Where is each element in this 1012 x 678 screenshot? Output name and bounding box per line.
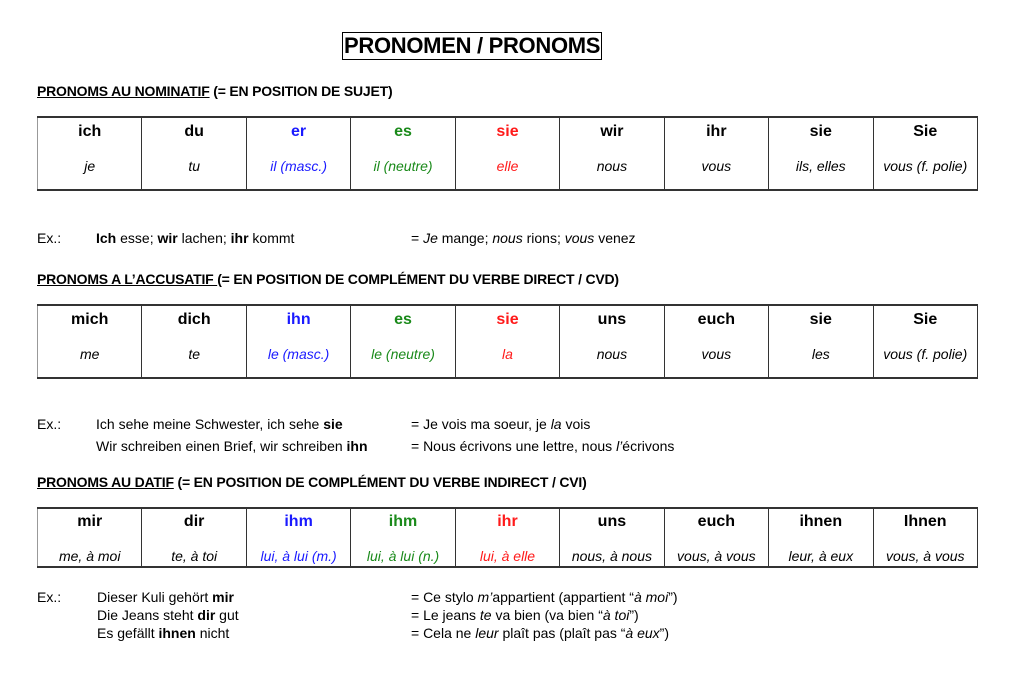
text-run: = Le jeans xyxy=(411,607,480,623)
text-run: mir xyxy=(212,589,234,605)
french-translation: lui, à lui (n.) xyxy=(366,548,440,564)
french-translation: le (neutre) xyxy=(371,346,435,362)
text-run: vous xyxy=(564,230,595,246)
pronoun-cell xyxy=(246,117,350,190)
text-run: = Nous écrivons une lettre, nous xyxy=(411,438,617,454)
example-french xyxy=(411,624,669,642)
text-run: Je xyxy=(423,230,438,246)
text-run: à toi xyxy=(602,607,630,623)
text-run: = xyxy=(411,230,424,246)
german-pronoun: ihr xyxy=(706,123,727,140)
example-german xyxy=(96,415,343,433)
text-run: esse; xyxy=(116,230,158,246)
heading-underlined: PRONOMS AU NOMINATIF xyxy=(37,83,210,99)
french-translation: nous xyxy=(596,346,628,362)
text-run: ”) xyxy=(659,625,669,641)
pronoun-cell xyxy=(455,117,559,190)
german-pronoun: wir xyxy=(600,123,624,140)
pronoun-cell xyxy=(769,305,873,378)
pronoun-cell xyxy=(351,117,455,190)
text-run: gut xyxy=(215,607,239,623)
heading-underlined: PRONOMS AU DATIF xyxy=(37,474,174,490)
heading-rest: (= EN POSITION DE SUJET) xyxy=(209,83,393,99)
german-pronoun: mir xyxy=(77,513,103,530)
french-translation: te xyxy=(188,346,200,362)
section-heading-accusatif xyxy=(37,271,619,287)
french-translation: nous xyxy=(596,158,628,174)
german-pronoun: dir xyxy=(183,513,205,530)
table-row xyxy=(38,508,978,567)
example-german xyxy=(97,588,234,606)
text-run: m’ xyxy=(477,589,493,605)
french-translation: tu xyxy=(188,158,200,174)
german-pronoun: ihr xyxy=(497,513,518,530)
text-run: ”) xyxy=(629,607,639,623)
text-run: ihn xyxy=(346,438,368,454)
text-run: leur xyxy=(475,625,499,641)
german-pronoun: du xyxy=(184,123,204,140)
page-title: PRONOMEN / PRONOMS xyxy=(344,33,601,58)
example-german xyxy=(97,624,229,642)
french-translation: la xyxy=(502,346,513,362)
french-translation: vous (f. polie) xyxy=(883,158,968,174)
example-german xyxy=(96,437,368,455)
pronoun-cell xyxy=(38,508,142,567)
german-pronoun: Ihnen xyxy=(903,513,947,530)
pronoun-cell xyxy=(664,305,768,378)
french-translation: il (neutre) xyxy=(373,158,433,174)
table-row xyxy=(38,305,978,378)
pronoun-cell xyxy=(560,305,664,378)
text-run: ”) xyxy=(668,589,678,605)
text-run: mange; xyxy=(437,230,493,246)
pronoun-cell xyxy=(455,305,559,378)
pronoun-cell xyxy=(560,117,664,190)
text-run: lachen; xyxy=(177,230,231,246)
german-pronoun: ihn xyxy=(286,311,311,328)
german-pronoun: sie xyxy=(809,311,832,328)
text-run: Wir schreiben einen Brief, wir schreiben xyxy=(96,438,347,454)
heading-rest: (= EN POSITION DE COMPLÉMENT DU VERBE DIRECT / CVD) xyxy=(217,271,619,287)
example-french xyxy=(411,606,639,624)
pronoun-cell xyxy=(873,305,978,378)
french-translation: lui, à elle xyxy=(479,548,536,564)
text-run: te xyxy=(479,607,492,623)
german-pronoun: Sie xyxy=(913,123,938,140)
pronoun-cell xyxy=(246,305,350,378)
example-french xyxy=(411,415,590,433)
text-run: sie xyxy=(323,416,343,432)
german-pronoun: ihnen xyxy=(799,513,843,530)
text-run: nicht xyxy=(195,625,230,641)
pronoun-cell xyxy=(38,305,142,378)
text-run: Ich xyxy=(96,230,117,246)
french-translation: lui, à lui (m.) xyxy=(260,548,337,564)
german-pronoun: es xyxy=(394,311,412,328)
text-run: à eux xyxy=(625,625,660,641)
text-run: à moi xyxy=(633,589,669,605)
french-translation: vous, à vous xyxy=(677,548,756,564)
german-pronoun: euch xyxy=(697,311,736,328)
pronoun-cell xyxy=(351,305,455,378)
section-heading-datif xyxy=(37,474,587,490)
german-pronoun: dich xyxy=(177,311,211,328)
example-label: Ex.: xyxy=(37,589,62,605)
datif-table xyxy=(37,507,978,568)
french-translation: je xyxy=(84,158,96,174)
pronoun-cell xyxy=(246,508,350,567)
text-run: ihr xyxy=(230,230,249,246)
text-run: = Je vois ma soeur, je xyxy=(411,416,551,432)
text-run: kommt xyxy=(248,230,295,246)
german-pronoun: sie xyxy=(496,123,519,140)
german-pronoun: er xyxy=(291,123,307,140)
pronoun-cell xyxy=(873,508,978,567)
example-french xyxy=(411,229,636,247)
text-run: l’ xyxy=(616,438,623,454)
example-french xyxy=(411,588,678,606)
text-run: Die Jeans steht xyxy=(97,607,198,623)
text-run: va bien (va bien “ xyxy=(491,607,603,623)
german-pronoun: sie xyxy=(809,123,832,140)
german-pronoun: Sie xyxy=(913,311,938,328)
pronoun-cell xyxy=(664,508,768,567)
french-translation: ils, elles xyxy=(795,158,846,174)
example-label: Ex.: xyxy=(37,416,62,432)
german-pronoun: uns xyxy=(597,513,627,530)
section-heading-nominatif xyxy=(37,83,392,99)
german-pronoun: ihm xyxy=(388,513,418,530)
pronoun-cell xyxy=(142,117,246,190)
nominatif-table xyxy=(37,116,978,191)
pronoun-cell xyxy=(664,117,768,190)
pronoun-cell xyxy=(769,508,873,567)
german-pronoun: uns xyxy=(597,311,627,328)
text-run: plaît pas (plaît pas “ xyxy=(498,625,626,641)
heading-underlined: PRONOMS A L’ACCUSATIF xyxy=(37,271,218,287)
text-run: wir xyxy=(157,230,178,246)
french-translation: leur, à eux xyxy=(788,548,854,564)
german-pronoun: ich xyxy=(78,123,102,140)
german-pronoun: mich xyxy=(71,311,109,328)
text-run: Es gefällt xyxy=(97,625,159,641)
french-translation: vous xyxy=(701,346,732,362)
example-french xyxy=(411,437,674,455)
german-pronoun: sie xyxy=(496,311,519,328)
french-translation: vous, à vous xyxy=(885,548,965,564)
table-row xyxy=(38,117,978,190)
french-translation: elle xyxy=(496,158,519,174)
example-german xyxy=(97,606,239,624)
french-translation: le (masc.) xyxy=(267,346,330,362)
example-label: Ex.: xyxy=(37,230,62,246)
german-pronoun: euch xyxy=(697,513,736,530)
french-translation: vous xyxy=(701,158,732,174)
pronoun-cell xyxy=(142,305,246,378)
pronoun-cell xyxy=(351,508,455,567)
pronoun-cell xyxy=(769,117,873,190)
french-translation: il (masc.) xyxy=(270,158,327,174)
text-run: venez xyxy=(594,230,636,246)
example-german xyxy=(96,229,294,247)
text-run: écrivons xyxy=(622,438,675,454)
text-run: = Ce stylo xyxy=(411,589,478,605)
text-run: nous xyxy=(492,230,523,246)
german-pronoun: ihm xyxy=(284,513,313,530)
pronoun-cell xyxy=(38,117,142,190)
french-translation: te, à toi xyxy=(171,548,218,564)
french-translation: nous, à nous xyxy=(571,548,652,564)
accusatif-table xyxy=(37,304,978,379)
text-run: rions; xyxy=(522,230,565,246)
pronoun-cell xyxy=(873,117,978,190)
french-translation: les xyxy=(811,346,830,362)
french-translation: vous (f. polie) xyxy=(883,346,968,362)
text-run: la xyxy=(550,416,562,432)
french-translation: me, à moi xyxy=(58,548,121,564)
pronoun-cell xyxy=(455,508,559,567)
pronoun-cell xyxy=(560,508,664,567)
text-run: Ich sehe meine Schwester, ich sehe xyxy=(96,416,324,432)
text-run: vois xyxy=(561,416,591,432)
german-pronoun: es xyxy=(394,123,412,140)
text-run: ihnen xyxy=(158,625,196,641)
text-run: = Cela ne xyxy=(411,625,476,641)
text-run: dir xyxy=(197,607,216,623)
text-run: Dieser Kuli gehört xyxy=(97,589,213,605)
text-run: appartient (appartient “ xyxy=(492,589,634,605)
pronoun-cell xyxy=(142,508,246,567)
heading-rest: (= EN POSITION DE COMPLÉMENT DU VERBE INDIRECT / CVI) xyxy=(173,474,587,490)
french-translation: me xyxy=(79,346,100,362)
